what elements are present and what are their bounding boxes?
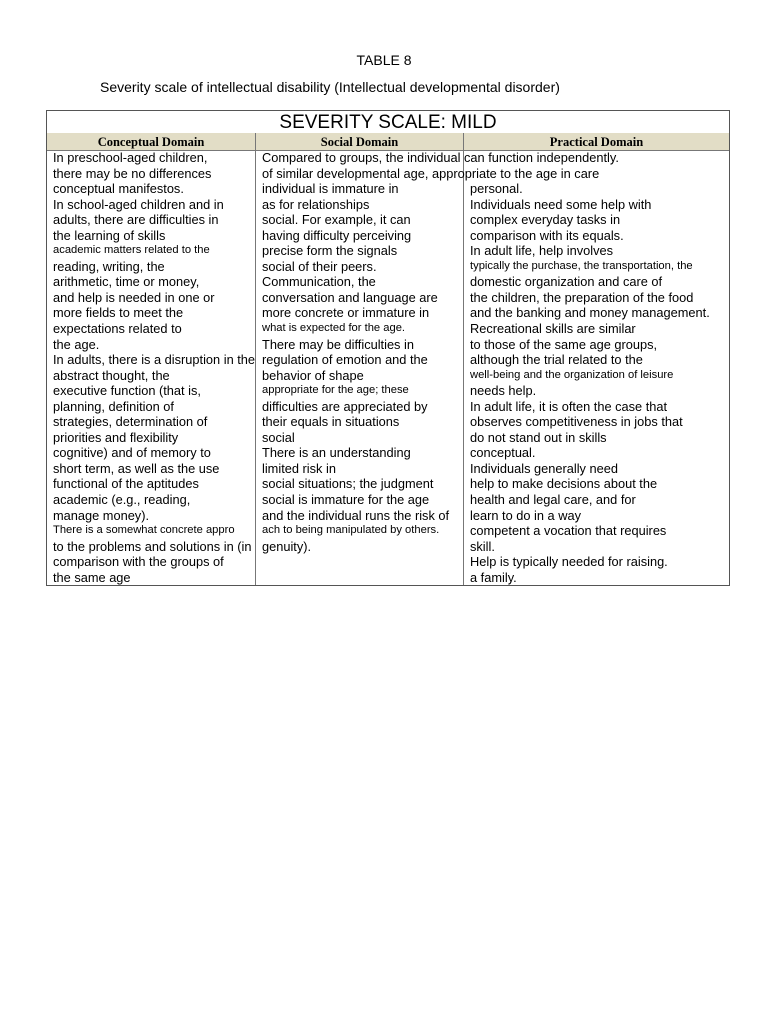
cell-line-text: typically the purchase, the transportation, the xyxy=(470,259,693,272)
cell-line xyxy=(462,414,710,430)
cell-line-text: the age. xyxy=(53,336,100,352)
cell-line-text: ach to being manipulated by others. xyxy=(262,524,440,537)
cell-line xyxy=(462,290,710,306)
cell-line xyxy=(45,523,255,539)
cell-line-text: domestic organization and care of xyxy=(470,274,663,290)
table-number: TABLE 8 xyxy=(356,52,412,68)
cell-line-text: There may be difficulties in xyxy=(262,336,414,352)
cell-line xyxy=(45,476,255,492)
column-header-conceptual: Conceptual Domain xyxy=(97,135,205,149)
cell-line-text: abstract thought, the xyxy=(53,367,170,383)
cell-line-text: academic (e.g., reading, xyxy=(53,492,191,508)
cell-line-text: Recreational skills are similar xyxy=(470,321,636,337)
cell-line xyxy=(462,274,710,290)
cell-line xyxy=(462,445,710,461)
cell-line-text: the learning of skills xyxy=(53,227,166,243)
cell-line xyxy=(45,274,255,290)
cell-line-text: In adults, there is a disruption in the xyxy=(53,352,256,368)
cell-line-text: more concrete or immature in xyxy=(262,305,430,321)
cell-line-text: as for relationships xyxy=(262,196,370,212)
cell-line-text: precise form the signals xyxy=(262,243,398,259)
cell-line-text: strategies, determination of xyxy=(53,414,208,430)
cell-line xyxy=(45,181,255,197)
cell-line-text: personal. xyxy=(470,181,523,197)
cell-line-text: cognitive) and of memory to xyxy=(53,445,211,461)
cell-line-text: difficulties are appreciated by xyxy=(262,398,428,414)
cell-line-text: a family. xyxy=(470,569,517,585)
cell-line xyxy=(462,352,710,368)
cell-line xyxy=(45,305,255,321)
cell-line-text: more fields to meet the xyxy=(53,305,184,321)
cell-line-text: do not stand out in skills xyxy=(470,429,607,445)
cell-line-text: planning, definition of xyxy=(53,398,174,414)
cell-line xyxy=(462,368,710,384)
cell-line xyxy=(462,197,710,213)
cell-line-text: what is expected for the age. xyxy=(262,322,406,335)
cell-line xyxy=(462,492,710,508)
cell-line xyxy=(45,166,255,182)
cell-line-text: individual is immature in xyxy=(262,181,399,197)
cell-line xyxy=(45,399,255,415)
cell-line xyxy=(462,399,710,415)
table-header-row xyxy=(47,133,729,151)
cell-line xyxy=(45,430,255,446)
cell-line-text: social xyxy=(262,429,295,445)
cell-line-text: learn to do in a way xyxy=(470,507,581,523)
severity-table xyxy=(46,110,730,586)
cell-line-text: limited risk in xyxy=(262,460,336,476)
cell-line xyxy=(462,337,710,353)
cell-line xyxy=(462,150,710,166)
cell-line-text: appropriate for the age; these xyxy=(262,384,409,397)
conceptual-domain-cell xyxy=(45,150,255,585)
cell-line xyxy=(462,570,710,586)
cell-line-text: In preschool-aged children, xyxy=(53,150,208,165)
cell-line-text: Communication, the xyxy=(262,274,376,290)
cell-line-text: although the trial related to the xyxy=(470,352,643,368)
severity-table-title: SEVERITY SCALE: MILD xyxy=(47,111,729,134)
cell-line xyxy=(45,383,255,399)
cell-line xyxy=(462,212,710,228)
cell-line xyxy=(45,461,255,477)
cell-line-text: competent a vocation that requires xyxy=(470,523,667,539)
cell-line xyxy=(45,352,255,368)
cell-line-text: functional of the aptitudes xyxy=(53,476,199,492)
cell-line-text: to those of the same age groups, xyxy=(470,336,658,352)
cell-line xyxy=(45,414,255,430)
cell-line-text: manage money). xyxy=(53,507,150,523)
cell-line-text: short term, as well as the use xyxy=(53,460,220,476)
practical-domain-cell xyxy=(462,150,710,585)
cell-line-text: Help is typically needed for raising. xyxy=(470,554,668,570)
cell-line-text: social situations; the judgment xyxy=(262,476,434,492)
cell-line-text: help to make decisions about the xyxy=(470,476,658,492)
cell-line xyxy=(45,445,255,461)
cell-line-text: Individuals generally need xyxy=(470,460,618,476)
cell-line-text: comparison with its equals. xyxy=(470,227,624,243)
cell-line xyxy=(462,430,710,446)
column-header-practical: Practical Domain xyxy=(549,135,644,149)
cell-line-text: behavior of shape xyxy=(262,367,364,383)
cell-line xyxy=(462,461,710,477)
cell-line xyxy=(462,554,710,570)
cell-line-text: and the individual runs the risk of xyxy=(262,507,450,523)
cell-line xyxy=(45,259,255,275)
cell-line-text: and help is needed in one or xyxy=(53,289,215,305)
cell-line xyxy=(45,228,255,244)
cell-line-text: There is an understanding xyxy=(262,445,411,461)
cell-line-text: skill. xyxy=(470,538,495,554)
cell-line xyxy=(45,150,255,166)
cell-line-text: regulation of emotion and the xyxy=(262,352,428,368)
cell-line-text: health and legal care, and for xyxy=(470,492,636,508)
cell-line xyxy=(462,383,710,399)
cell-line-text: their equals in situations xyxy=(262,414,400,430)
cell-line-text: the same age xyxy=(53,569,131,585)
table-caption: Severity scale of intellectual disability (Intellectual developmental disorder) xyxy=(100,79,560,95)
cell-line xyxy=(462,228,710,244)
column-header-social: Social Domain xyxy=(320,135,399,149)
cell-line xyxy=(45,337,255,353)
cell-line-text: arithmetic, time or money, xyxy=(53,274,200,290)
cell-line-text: There is a somewhat concrete appro xyxy=(53,524,235,537)
cell-line-text: there may be no differences xyxy=(53,165,212,181)
cell-line-text: conversation and language are xyxy=(262,289,438,305)
cell-line xyxy=(45,570,255,586)
cell-line-text: observes competitiveness in jobs that xyxy=(470,414,683,430)
cell-line-text: social is immature for the age xyxy=(262,492,430,508)
cell-line-text: comparison with the groups of xyxy=(53,554,224,570)
cell-line xyxy=(45,492,255,508)
cell-line-text: In adult life, help involves xyxy=(470,243,613,259)
cell-line-text: conceptual manifestos. xyxy=(53,181,184,197)
cell-line-text: conceptual. xyxy=(470,445,536,461)
cell-line-text: expectations related to xyxy=(53,321,182,337)
cell-line xyxy=(45,321,255,337)
cell-line xyxy=(45,554,255,570)
cell-line xyxy=(45,539,255,555)
cell-line xyxy=(462,539,710,555)
cell-line-text: well-being and the organization of leisure xyxy=(470,368,674,381)
cell-line-text: Compared to groups, the individual can function independently. xyxy=(262,150,619,165)
cell-line-text: In school-aged children and in xyxy=(53,196,224,212)
cell-line-text: social of their peers. xyxy=(262,258,377,274)
cell-line xyxy=(462,166,710,182)
cell-line-text: priorities and flexibility xyxy=(53,429,179,445)
cell-line xyxy=(45,508,255,524)
cell-line xyxy=(462,523,710,539)
cell-line xyxy=(45,197,255,213)
cell-line xyxy=(462,305,710,321)
cell-line-text: In adult life, it is often the case that xyxy=(470,398,668,414)
cell-line-text: needs help. xyxy=(470,383,537,399)
cell-line-text: adults, there are difficulties in xyxy=(53,212,219,228)
cell-line-text: genuity). xyxy=(262,538,312,554)
cell-line xyxy=(462,259,710,275)
cell-line-text: complex everyday tasks in xyxy=(470,212,621,228)
cell-line-text: reading, writing, the xyxy=(53,258,165,274)
cell-line xyxy=(45,212,255,228)
cell-line-text: executive function (that is, xyxy=(53,383,201,399)
cell-line xyxy=(45,243,255,259)
cell-line-text: Individuals need some help with xyxy=(470,196,652,212)
cell-line-text: academic matters related to the xyxy=(53,244,210,257)
cell-line-text: social. For example, it can xyxy=(262,212,411,228)
cell-line-text: having difficulty perceiving xyxy=(262,227,412,243)
cell-line-text: to the problems and solutions in (in xyxy=(53,538,252,554)
cell-line xyxy=(462,508,710,524)
cell-line xyxy=(45,368,255,384)
cell-line-text: of similar developmental age, appropriate to the age in care xyxy=(262,165,600,181)
cell-line xyxy=(462,181,710,197)
cell-line xyxy=(462,321,710,337)
cell-line xyxy=(462,476,710,492)
cell-line-text: the children, the preparation of the food xyxy=(470,289,694,305)
cell-line xyxy=(462,243,710,259)
cell-line xyxy=(45,290,255,306)
cell-line-text: and the banking and money management. xyxy=(470,305,710,321)
